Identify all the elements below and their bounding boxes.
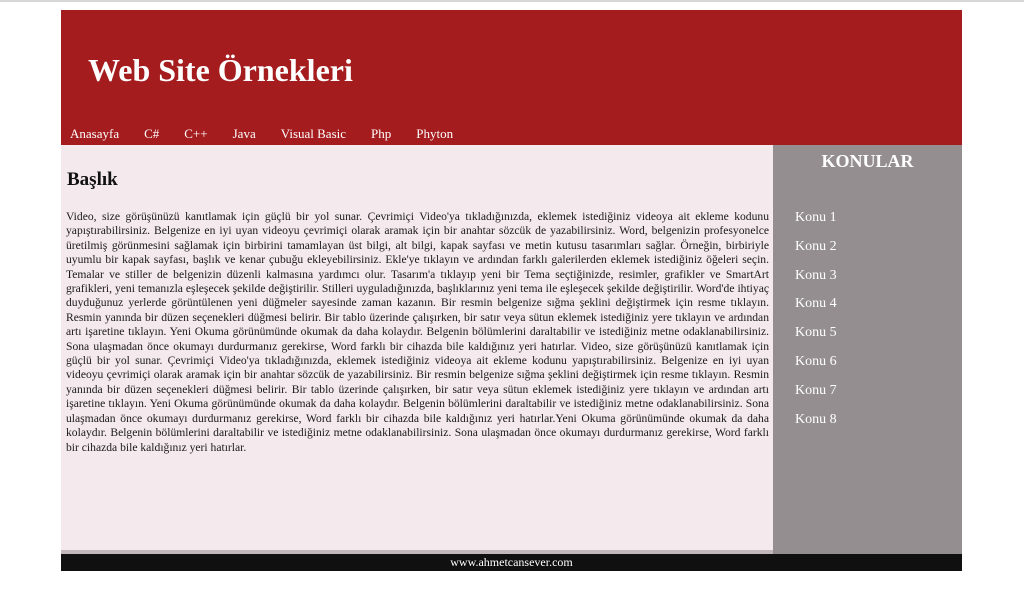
sidebar-title: KONULAR [821, 151, 914, 171]
main-nav [70, 124, 478, 144]
footer-url[interactable]: www.ahmetcansever.com [450, 555, 573, 569]
site-header [61, 10, 962, 145]
topics-sidebar [773, 145, 962, 554]
topic-link-1[interactable]: Konu 1 [795, 210, 837, 225]
nav-link-csharp[interactable]: C# [144, 126, 160, 141]
browser-top-rule [0, 0, 1024, 2]
topic-link-4[interactable]: Konu 4 [795, 296, 837, 312]
topic-link-8[interactable]: Konu 8 [795, 411, 837, 427]
topic-link-7[interactable]: Konu 7 [795, 382, 837, 398]
nav-link-anasayfa[interactable]: Anasayfa [70, 126, 120, 141]
topic-link-3[interactable]: Konu 3 [795, 267, 837, 283]
nav-link-visual-basic[interactable]: Visual Basic [280, 126, 347, 141]
content-paragraph: Video, size görüşünüzü kanıtlamak için güçlü bir yol sunar. Çevrimiçi Video'ya tıkladığınızda, eklemek istediğiniz videoya ait ekleme kodunu yapıştırabilirsiniz. Belgenize en iyi uyan videoyu çevrimiçi olarak aramak için bir anahtar sözcük de yazabilirsiniz. Word, belgenizin profesyonelce üretilmiş görünmesini sağlamak için birbirini tamamlayan üst bilgi, alt bilgi, kapak sayfası ve metin kutusu tasarımları sağlar. Örneğin, birbiriyle uyumlu bir kapak sayfası, başlık ve kenar çubuğu ekleyebilirsiniz. Ekle'ye tıklayın ve ardından farklı galerilerden eklemek istediğiniz öğeleri seçin. Temalar ve stiller de belgenizin düzenli kalmasına yardımcı olur. Tasarım'a tıklayıp yeni bir Tema seçtiğinizde, resimler, grafikler ve SmartArt grafikleri, yeni temanızla eşleşecek şekilde değiştirilir. Stilleri uyguladığınızda, başlıklarınız yeni tema ile eşleşecek şekilde değiştirilir. Word'de ihtiyaç duyduğunuz yerlerde görüntülenen yeni düğmeler sayesinde zaman kazanın. Bir resmin belgenize sığma şeklini değiştirmek için resme tıklayın. Resmin yanında bir düzen seçenekleri düğmesi belirir. Bir tablo üzerinde çalışırken, bir satır veya sütun eklemek istediğiniz yere tıklayın ve ardından artı işaretine tıklayın. Yeni Okuma görünümünde okumak da daha kolaydır. Belgenin bölümlerini daraltabilir ve istediğiniz metne odaklanabilirsiniz. Sona ulaşmadan önce okumayı durdurmanız gerekirse, Word farklı bir cihazda bile kaldığınız yeri hatırlar. Video, size görüşünüzü kanıtlamak için güçlü bir yol sunar. Çevrimiçi Video'ya tıkladığınızda, eklemek istediğiniz videoya ait ekleme kodunu yapıştırabilirsiniz. Belgenize en iyi uyan videoyu çevrimiçi olarak aramak için bir anahtar sözcük de yazabilirsiniz. Bir resmin belgenize sığma şeklini değiştirmek için resme tıklayın. Resmin yanında bir düzen seçenekleri düğmesi belirir. Bir tablo üzerinde çalışırken, bir satır veya sütun eklemek istediğiniz yere tıklayın ve ardından artı işaretine tıklayın. Yeni Okuma görünümünde okumak da daha kolaydır. Belgenin bölümlerini daraltabilir ve istediğiniz metne odaklanabilirsiniz. Sona ulaşmadan önce okumayı durdurmanız gerekirse, Word farklı bir cihazda bile kaldığınız yeri hatırlar.Yeni Okuma görünümünde okumak da daha kolaydır. Belgenin bölümlerini daraltabilir ve istediğiniz metne odaklanabilirsiniz. Sona ulaşmadan önce okumayı durdurmanız gerekirse, Word farklı bir cihazda bile kaldığınız yeri hatırlar. [66, 210, 769, 454]
main-content [61, 145, 773, 550]
page-container [61, 10, 962, 571]
topic-list [795, 208, 837, 438]
nav-link-php[interactable]: Php [371, 126, 392, 141]
nav-link-cpp[interactable]: C++ [184, 126, 208, 141]
nav-link-phyton[interactable]: Phyton [416, 126, 454, 141]
topic-link-6[interactable]: Konu 6 [795, 353, 837, 369]
site-title: Web Site Örnekleri [88, 52, 353, 88]
topic-link-2[interactable]: Konu 2 [795, 238, 837, 254]
nav-link-java[interactable]: Java [232, 126, 256, 141]
topic-link-5[interactable]: Konu 5 [795, 325, 837, 341]
content-heading: Başlık [67, 169, 118, 190]
site-footer [61, 554, 962, 571]
